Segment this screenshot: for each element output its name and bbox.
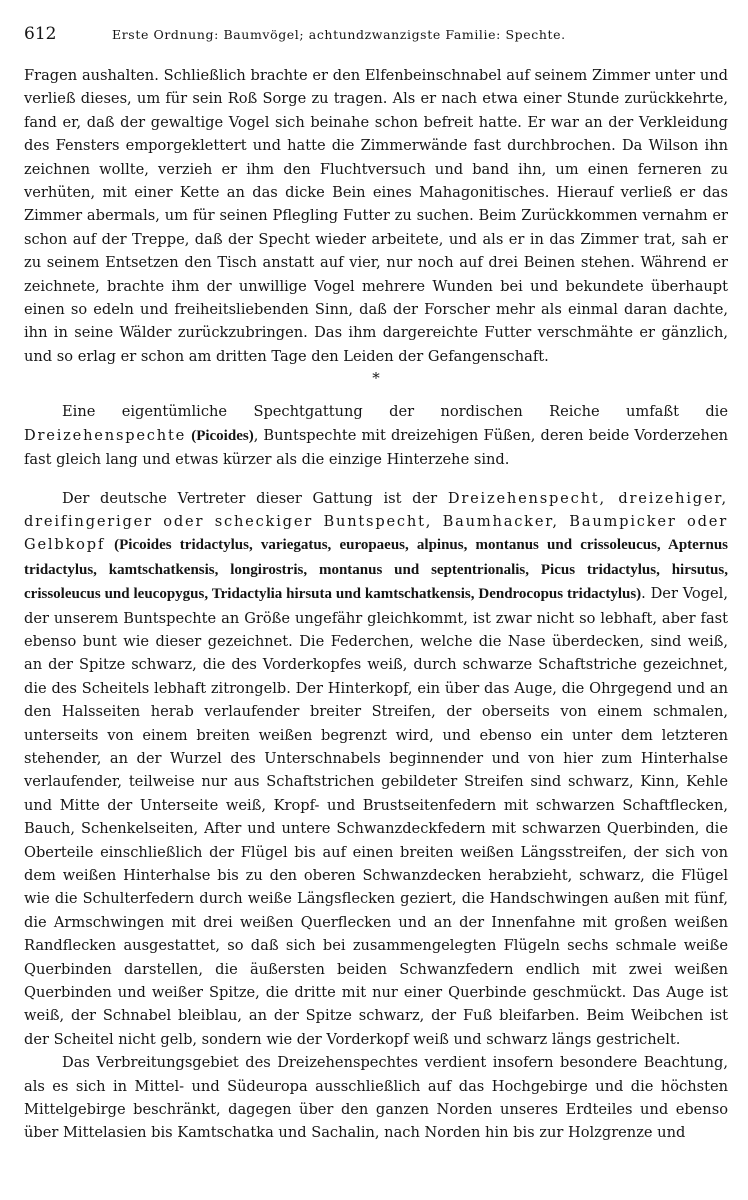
paragraph-species-description (24, 487, 728, 1052)
paragraph-wilson-story: Fragen aushalten. Schließlich brachte er den Elfenbeinschnabel auf seinem Zimmer unter und verließ dieses, um für sein Roß Sorge zu tragen. Als er nach etwa einer Stunde zurückkehrte, fand er, daß der gewaltige Vogel sich beinahe schon befreit hatte. Er war an der Verkleidung des Fensters emporgeklettert und hatte die Zimmerwände fast durchbrochen. Da Wilson ihn zeichnen wollte, verzieh er ihm den Fluchtversuch und band ihn, um einen ferneren zu verhüten, mit einer Kette an das dicke Bein eines Mahagonitisches. Hierauf verließ er das Zimmer abermals, um für seinen Pflegling Futter zu suchen. Beim Zurückkommen vernahm er schon auf der Treppe, daß der Specht wieder arbeitete, und als er in das Zimmer trat, sah er zu seinem Entsetzen den Tisch anstatt auf vier, nur noch auf drei Beinen stehen. Während er zeichnete, brachte ihm der unwillige Vogel mehrere Wunden bei und bekundete überhaupt einen so edeln und freiheitsliebenden Sinn, daß der Forscher mehr als einmal daran dachte, ihn in seine Wälder zurückzubringen. Das ihm dargereichte Futter verschmähte er gänzlich, und so erlag er schon am dritten Tage den Leiden der Gefangenschaft. (24, 67, 728, 365)
genus-intro-text-b: , Buntspechte mit dreizehigen Füßen, deren beide Vorderzehen fast gleich lang und etwas kürzer als die einzige Hinterzehe sind. (24, 426, 728, 469)
species-text-a: Der deutsche Vertreter dieser Gattung ist der (62, 489, 448, 507)
species-text-b: . Der Vogel, der unserem Buntspechte an Größe ungefähr gleichkommt, ist zwar nicht so lebhaft, aber fast ebenso bunt wie dieser gezeichnet. Die Federchen, welche die Nase überdecken, sind weiß, an der Spitze schwarz, die des Vorderkopfes weiß, durch schwarze Schaftstriche gezeichnet, die des Scheitels lebhaft zitrongelb. Der Hinterkopf, ein über das Auge, die Ohrgegend und an den Halsseiten herab verlaufender breiter Streifen, der oberseits von einem schmalen, unterseits von einem breiten weißen begrenzt wird, und ebenso ein unter dem letzteren stehender, an der Wurzel des Unterschnabels beginnender und von hier zum Hinterhalse verlaufender, teilweise nur aus Schaftstrichen gebildeter Streifen sind schwarz, Kinn, Kehle und Mitte der Unterseite weiß, Kropf- und Brustseitenfedern mit schwarzen Schaftflecken, Bauch, Schenkelseiten, After und untere Schwanzdeckfedern mit schwarzen Querbinden, die Oberteile einschließlich der Flügel bis auf einen breiten weißen Längsstreifen, der sich von dem weißen Hinterhalse bis zu den oberen Schwanzdecken herabzieht, schwarz, die Flügel wie die Schulterfedern durch weiße Längsflecken geziert, die Handschwingen außen mit fünf, die Armschwingen mit drei weißen Querflecken und an der Innenfahne mit großen weißen Randflecken ausgestattet, so daß sich bei zusammengelegten Flügeln sechs schmale weiße Querbinden darstellen, die äußersten beiden Schwanzfedern endlich mit zwei weißen Querbinden und weißer Spitze, die dritte mit nur einer Querbinde geschmückt. Das Auge ist weiß, der Schnabel bleiblau, an der Spitze schwarz, der Fuß bleifarben. Beim Weibchen ist der Scheitel nicht gelb, sondern wie der Vorderkopf weiß und schwarz längs gestrichelt. (24, 585, 728, 1048)
genus-intro-text-a: Eine eigentümliche Spechtgattung der nordischen Reiche umfaßt die (62, 403, 728, 421)
running-header (24, 24, 728, 54)
genus-latin-name: (Picoides) (191, 427, 254, 444)
paragraph-genus-intro (24, 400, 728, 471)
species-latin-synonyms: (Picoides tridactylus, variegatus, europaeus, alpinus, montanus und crissoleucus, Apternus tridactylus, kamtschatkensis, longirostris, montanus und septentrionalis, Picus tridactylus, hirsutus, crissoleucus und leucopygus, Tridactylia hirsuta und kamtschatkensis, Dendrocopus tridactylus) (24, 537, 728, 603)
paragraph-distribution: Das Verbreitungsgebiet des Dreizehenspechtes verdient insofern besondere Beachtung, als es sich in Mittel- und Südeuropa ausschließlich auf das Hochgebirge und die höchsten Mittelgebirge beschränkt, dagegen über den ganzen Norden unseres Erdteiles und ebenso über Mittelasien bis Kamtschatka und Sachalin, nach Norden hin bis zur Holzgrenze und (24, 1054, 728, 1142)
page-number: 612 (24, 24, 57, 44)
species-common-names: Dreizehenspecht, dreizehiger, dreifingeriger oder scheckiger Buntspecht, Baumhacker, Baumpicker oder Gelbkopf (24, 489, 728, 554)
running-title: Erste Ordnung: Baumvögel; achtundzwanzigste Familie: Spechte. (112, 27, 566, 42)
section-separator: * (372, 369, 380, 388)
genus-common-name: Dreizehenspechte (24, 426, 187, 444)
book-page (24, 24, 728, 1145)
